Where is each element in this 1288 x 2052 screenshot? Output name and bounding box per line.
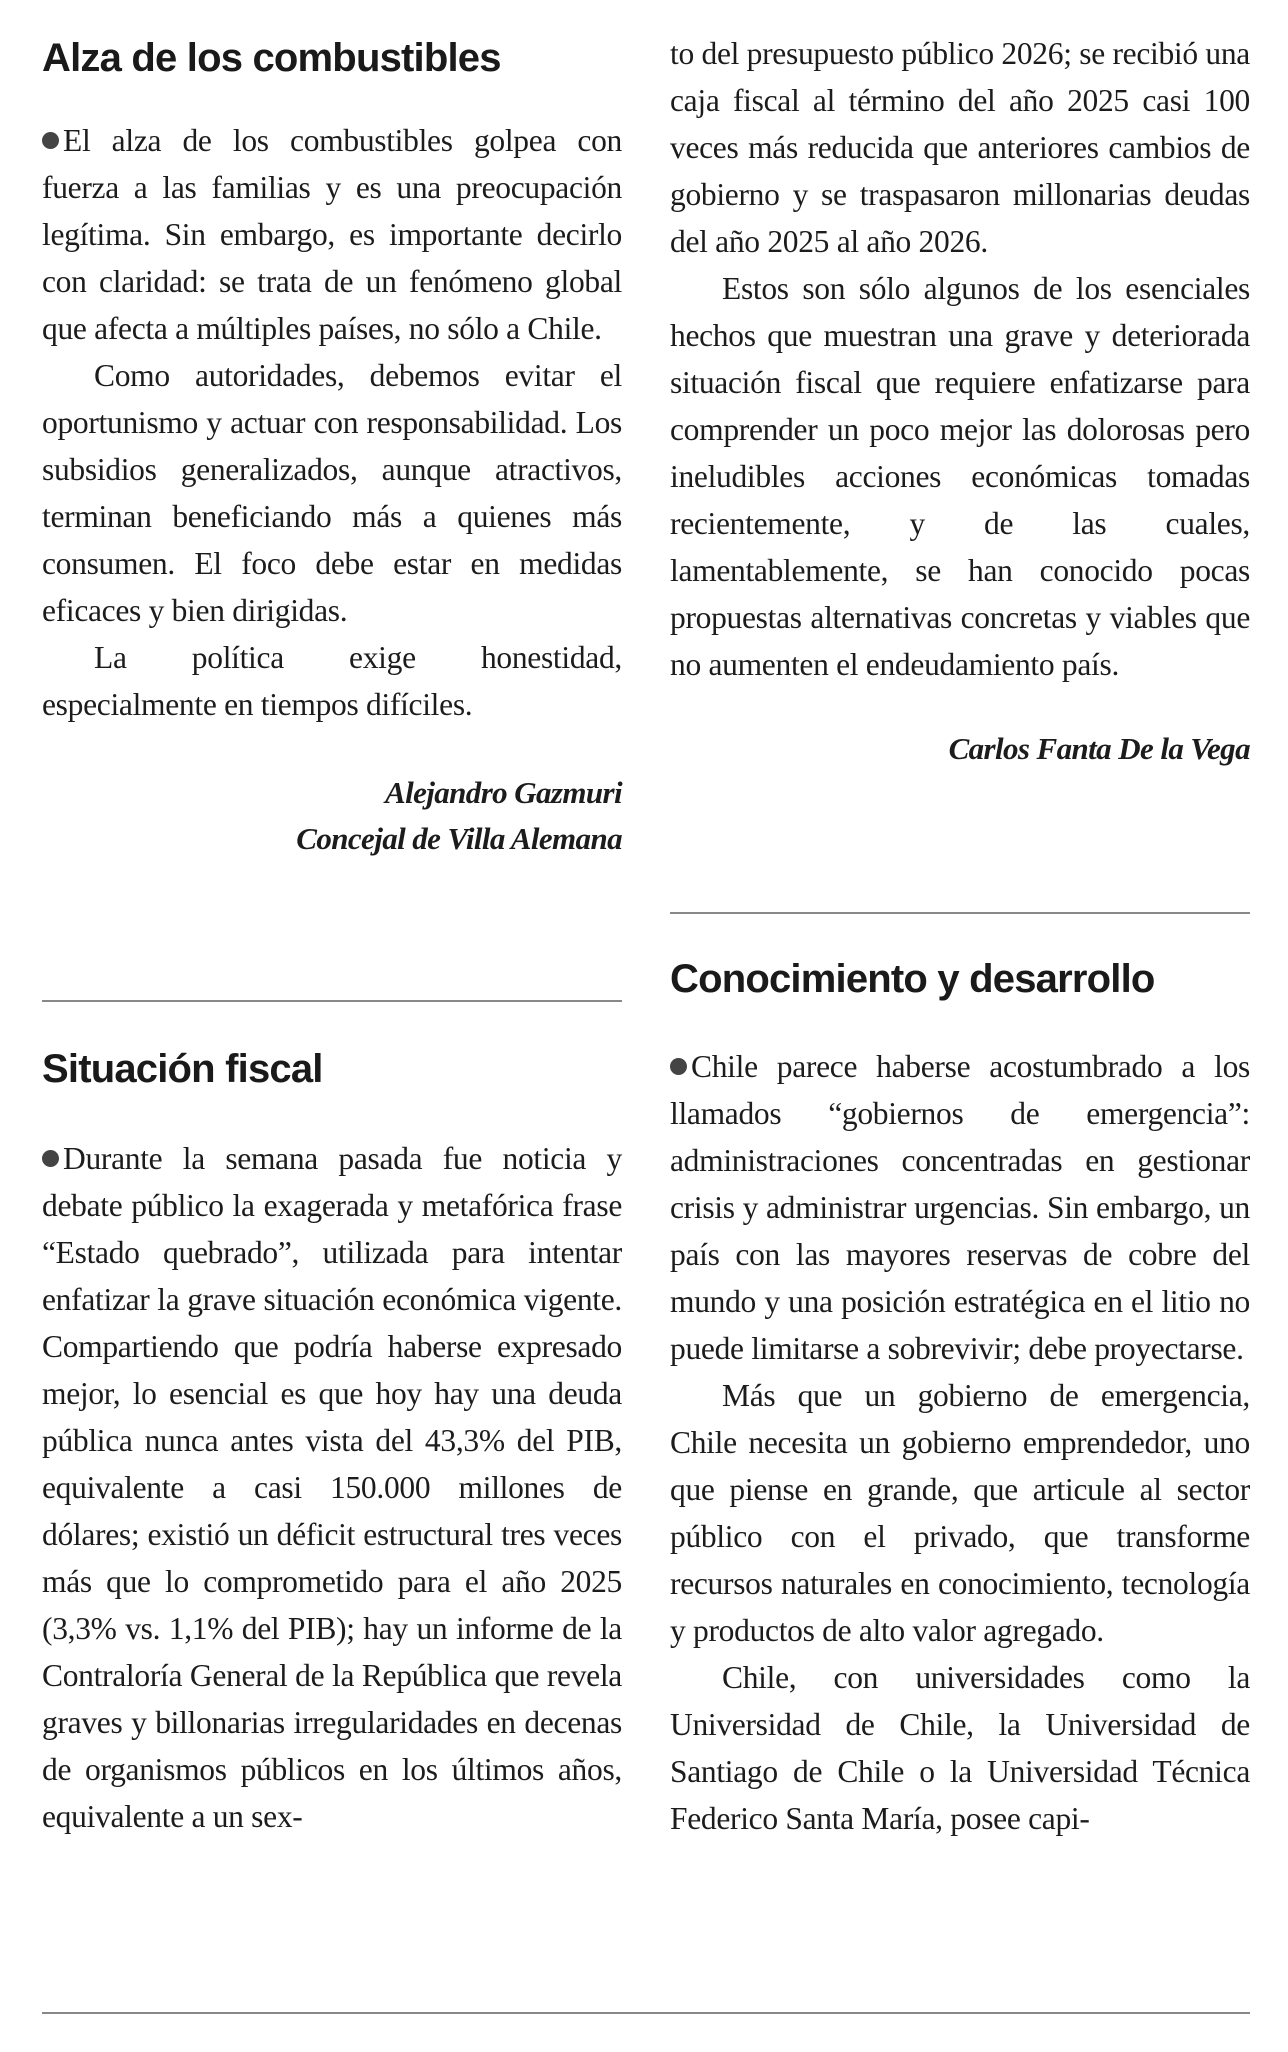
author-name: Alejandro Gazmuri — [385, 775, 622, 810]
bullet-icon — [670, 1058, 687, 1075]
bullet-icon — [42, 1150, 59, 1167]
author-name: Carlos Fanta De la Vega — [948, 731, 1250, 766]
article-fiscal-situation-continued — [670, 0, 1250, 772]
article-paragraph: El alza de los combustibles golpea con fuerza a las familias y es una preocupación legítima. Sin embargo, es importante decirlo con claridad: se trata de un fenómeno global que afecta a múltiples países, no sólo a Chile. — [42, 123, 622, 346]
article-paragraph: Estos son sólo algunos de los esenciales hechos que muestran una grave y deteriorada situación fiscal que requiere enfatizarse para comprender un poco mejor las dolorosas pero ineludibles acciones económicas tomadas recientemente, y de las cuales, lamentablemente, se han conocido pocas propuestas alternativas concretas y viables que no aumenten el endeudamiento país. — [670, 271, 1250, 682]
article-fiscal-situation — [42, 1045, 622, 1840]
article-knowledge-development — [670, 955, 1250, 1842]
section-divider — [42, 1000, 622, 1002]
article-title: Conocimiento y desarrollo — [670, 957, 1155, 1001]
bullet-icon — [42, 132, 59, 149]
article-paragraph: Chile parece haberse acostumbrado a los llamados “gobiernos de emergencia”: administraciones concentradas en gestionar crisis y administrar urgencias. Sin embargo, un país con las mayores reservas de cobre del mundo y una posición estratégica en el litio no puede limitarse a sobrevivir; debe proyectarse. — [670, 1049, 1250, 1366]
article-paragraph: La política exige honestidad, especialmente en tiempos difíciles. — [42, 640, 622, 722]
article-paragraph: to del presupuesto público 2026; se recibió una caja fiscal al término del año 2025 casi 100 veces más reducida que anteriores cambios de gobierno y se traspasaron millonarias deudas del año 2025 al año 2026. — [670, 36, 1250, 259]
article-title: Situación fiscal — [42, 1047, 323, 1091]
left-column — [42, 0, 622, 1834]
right-column — [670, 0, 1250, 1836]
author-role: Concejal de Villa Alemana — [296, 821, 622, 856]
bottom-divider — [42, 2012, 1250, 2014]
article-title: Alza de los combustibles — [42, 36, 501, 80]
section-divider — [670, 912, 1250, 914]
article-paragraph: Como autoridades, debemos evitar el oportunismo y actuar con responsabilidad. Los subsidios generalizados, aunque atractivos, terminan beneficiando más a quienes más consumen. El foco debe estar en medidas eficaces y bien dirigidas. — [42, 358, 622, 628]
article-paragraph: Chile, con universidades como la Universidad de Chile, la Universidad de Santiago de Chile o la Universidad Técnica Federico Santa María, posee capi- — [670, 1660, 1250, 1836]
article-paragraph: Más que un gobierno de emergencia, Chile necesita un gobierno emprendedor, uno que piense en grande, que articule al sector público con el privado, que transforme recursos naturales en conocimiento, tecnología y productos de alto valor agregado. — [670, 1378, 1250, 1648]
article-paragraph: Durante la semana pasada fue noticia y debate público la exagerada y metafórica frase “Estado quebrado”, utilizada para intentar enfatizar la grave situación económica vigente. Compartiendo que podría haberse expresado mejor, lo esencial es que hoy hay una deuda pública nunca antes vista del 43,3% del PIB, equivalente a casi 150.000 millones de dólares; existió un déficit estructural tres veces más que lo comprometido para el año 2025 (3,3% vs. 1,1% del PIB); hay un informe de la Contraloría General de la República que revela graves y billonarias irregularidades en decenas de organismos públicos en los últimos años, equivalente a un sex- — [42, 1141, 622, 1834]
article-fuel-prices — [42, 34, 622, 862]
